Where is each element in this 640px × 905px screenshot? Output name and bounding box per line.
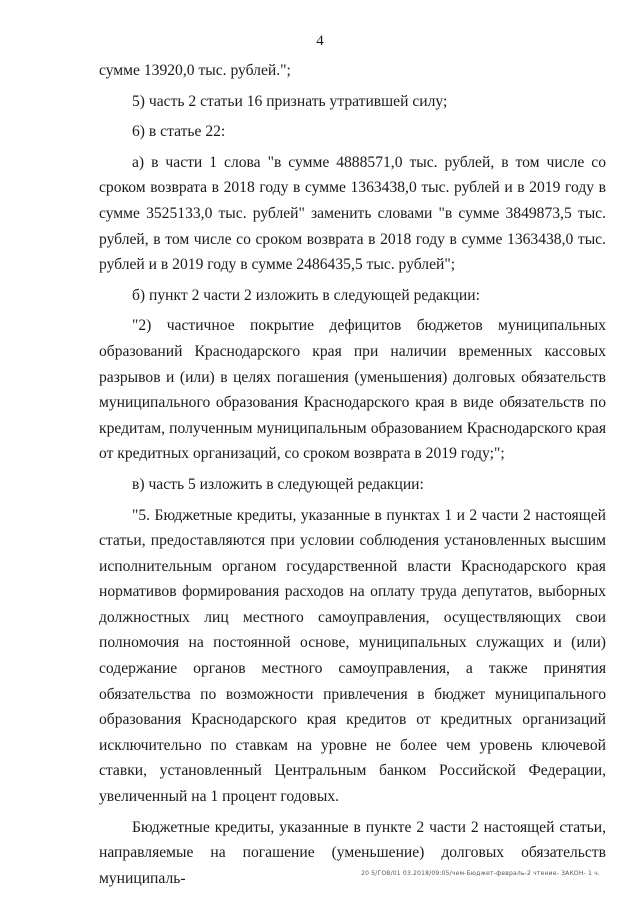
paragraph-quote-5: "5. Бюджетные кредиты, указанные в пунктах 1 и 2 части 2 настоящей статьи, предоставляются при условии соблюдения установленных высшим исполнительным органом государственной власти Краснодарского края нормативов формирования расходов на оплату труда депутатов, выборных должностных лиц местного самоуправления, осуществляющих свои полномочия на постоянной основе, муниципальных служащих и (или) содержание органов местного самоуправления, а также принятия обязательства по возможности привлечения в бюджет муниципального образования Краснодарского края кредитов от кредитных организаций исключительно по ставкам на уровне не более чем уровень ключевой ставки, установленный Центральным банком Российской Федерации, увеличенный на 1 процент годовых. [99, 506, 606, 806]
paragraph-item-a: а) в части 1 слова "в сумме 4888571,0 тыс. рублей, в том числе со сроком возврата в 2018 году в сумме 1363438,0 тыс. рублей и в 2019 году в сумме 3525133,0 тыс. рублей" заменить словами "в сумме 3849873,5 тыс. рублей, в том числе со сроком возврата в 2018 году в сумме 1363438,0 тыс. рублей и в 2019 году в сумме 2486435,5 тыс. рублей"; [99, 153, 606, 274]
page-number: 4 [316, 33, 324, 49]
paragraph-budget-credits: Бюджетные кредиты, указанные в пункте 2 части 2 настоящей статьи, направляемые на погашение (уменьшение) долговых обязательств муниципаль- [99, 818, 606, 887]
paragraph-item-6: 6) в статье 22: [132, 123, 226, 141]
paragraph-item-5: 5) часть 2 статьи 16 признать утратившей силу; [132, 92, 448, 110]
paragraph-item-v: в) часть 5 изложить в следующей редакции: [132, 475, 424, 493]
paragraph-quote-2: "2) частичное покрытие дефицитов бюджетов муниципальных образований Краснодарского края при наличии временных кассовых разрывов и (или) в целях погашения (уменьшения) долговых обязательств муниципального образования Краснодарского края в виде обязательств по кредитам, полученным муниципальным образованием Краснодарского края от кредитных организаций, со сроком возврата в 2019 году;"; [99, 317, 606, 463]
paragraph-continuation: сумме 13920,0 тыс. рублей."; [99, 62, 291, 79]
document-body [99, 58, 606, 891]
footer-file-note: 20 5/ГОВ/01 03.2018/09:05/чем-Бюджет-февраль-2 чтение- ЗАКОН- 1 ч. [361, 870, 600, 877]
paragraph-item-b: б) пункт 2 части 2 изложить в следующей редакции: [132, 286, 480, 304]
